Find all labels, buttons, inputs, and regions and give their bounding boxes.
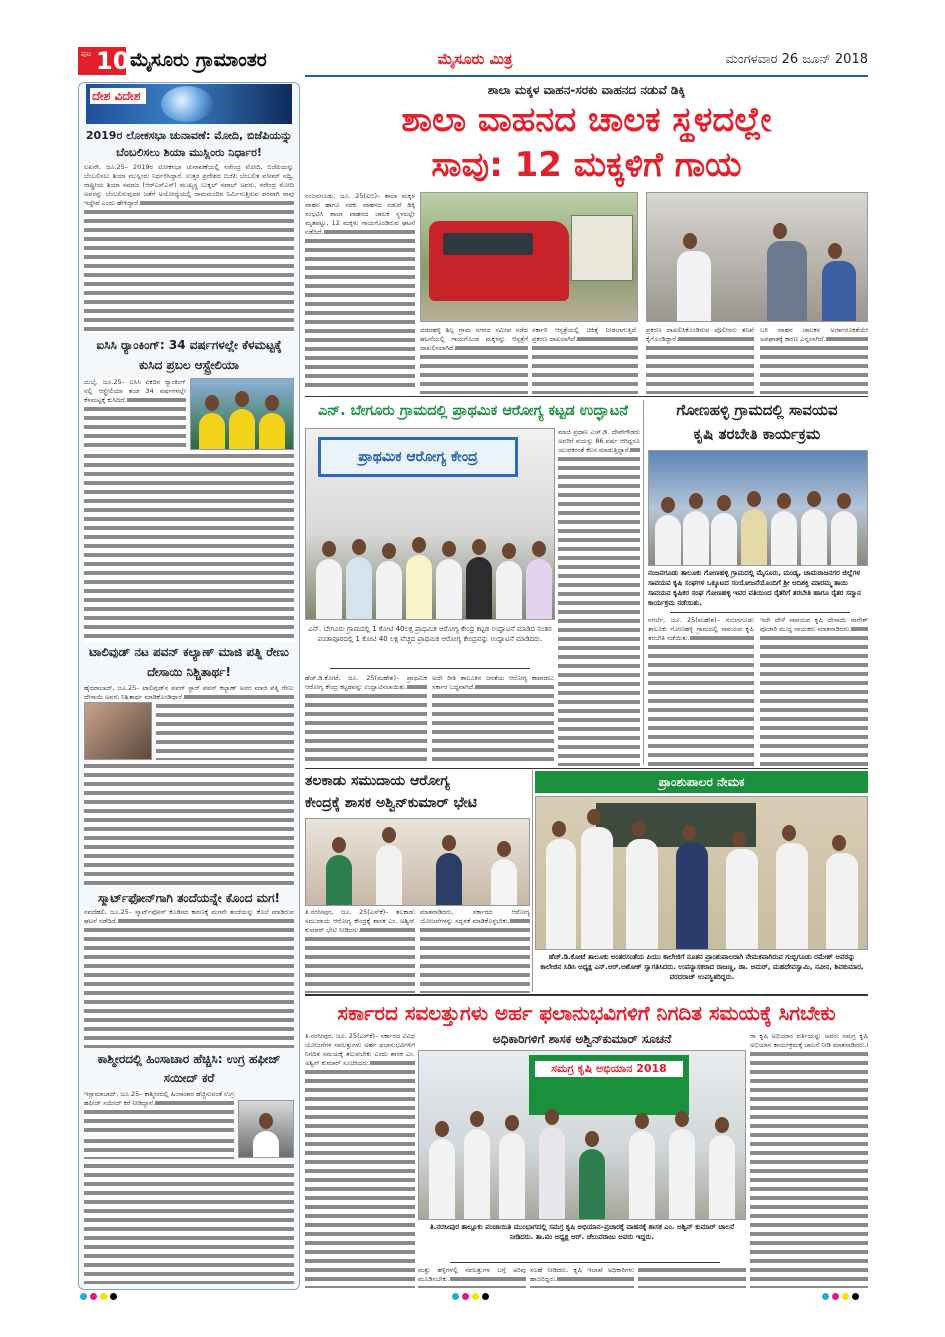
section-title: ಮೈಸೂರು ಗ್ರಾಮಾಂತರ xyxy=(130,49,267,71)
left-article-5-body: ಇಸ್ಲಾಮಾಬಾದ್, ಜೂ.25– ಕಾಶ್ಮೀರದಲ್ಲಿ ಹಿಂಸಾಚಾರ ಹೆಚ್ಚಿಸುವಂತೆ ಉಗ್ರ ಹಫೀಜ್ ಸಯೀದ್ ಕರೆ ನೀಡಿದ್ದಾನೆ. xyxy=(84,1090,234,1135)
lead-body-col3: ಸರ್ಕಾರಿ ಆಸ್ಪತ್ರೆಯಲ್ಲಿ ಚಿಕಿತ್ಸೆ ನೀಡಲಾಗುತ್ತಿದೆ. ಪ್ರಕರಣ ದಾಖಲಾಗಿದೆ. xyxy=(532,326,638,394)
talakadu-headline-line2: ಕೇಂದ್ರಕ್ಕೆ ಶಾಸಕ ಅಶ್ವಿನ್‌ಕುಮಾರ್ ಭೇಟಿ xyxy=(305,795,477,811)
lead-headline-line1: ಶಾಲಾ ವಾಹನದ ಚಾಲಕ ಸ್ಥಳದಲ್ಲೇ xyxy=(401,100,772,140)
divider xyxy=(305,396,868,397)
bottom-body-col3: ಸಲಹೆ ನೀಡಿದರು. ಕೃಷಿ ಇಲಾಖೆ ಅಧಿಕಾರಿಗಳು ಹಾಜರಿದ್ದರು. xyxy=(530,1266,634,1288)
bottom-body-col2: ಮತ್ತು ಹಳ್ಳಿಗಳಲ್ಲಿ ಸವಲತ್ತುಗಳ ಬಗ್ಗೆ ಅರಿವು ಮೂಡಿಸಬೇಕು. xyxy=(418,1266,526,1288)
lead-body-col5: ಬಳಿ ವಾಹನ ಚಾಲಕನ ಅಜಾಗರೂಕತೆಯೇ ಅಪಘಾತಕ್ಕೆ ಕಾರಣ ಎನ್ನಲಾಗಿದೆ. xyxy=(760,326,868,394)
badge-label: ದೇಶ ವಿದೇಶ xyxy=(90,88,146,104)
divider xyxy=(305,994,868,996)
principal-photo xyxy=(535,796,868,950)
page-number-box xyxy=(78,47,130,75)
lead-headline-line2: ಸಾವು: 12 ಮಕ್ಕಳಿಗೆ ಗಾಯ xyxy=(431,145,742,185)
renu-desai-photo xyxy=(84,702,152,760)
gonahalli-photo xyxy=(648,450,868,566)
lead-body-col1: ನಂಜನಗೂಡು, ಜೂ. 25(ಐಬಿ)– ಶಾಲಾ ಮಕ್ಕಳ ವಾಹನ ಹಾಗೂ ಸರಕು ವಾಹನದ ನಡುವೆ ಡಿಕ್ಕಿ ಸಂಭವಿಸಿ ಶಾಲಾ ವಾಹನದ ಚಾಲಕ ಸ್ಥಳದಲ್ಲೇ ಮೃತಪಟ್ಟು, 12 ಮಕ್ಕಳು ಗಾಯಗೊಂಡಿರುವ ಘಟನೆ ನಡೆದಿದೆ. xyxy=(305,192,415,392)
desh-videsh-badge xyxy=(86,84,292,124)
bottom-body-col1: ತಿ.ನರಸೀಪುರ, ಜೂ. 25(ಎಸ್‌ಕೆ)– ಸರ್ಕಾರದ ವಿವಿಧ ಯೋಜನೆಗಳ ಸವಲತ್ತುಗಳು ಅರ್ಹ ಫಲಾನುಭವಿಗಳಿಗೆ ನಿಗದಿತ ಸಮಯಕ್ಕೆ ತಲುಪಬೇಕು ಎಂದು ಶಾಸಕ ಎಂ. ಅಶ್ವಿನ್ ಕುಮಾರ್ ಸೂಚಿಸಿದರು. xyxy=(305,1032,415,1288)
krishi-caption: ತಿ.ನರಸೀಪುರ ತಾಲ್ಲೂಕು ಪಂಚಾಯಿತಿ ಮುಂಭಾಗದಲ್ಲಿ ಸಮಗ್ರ ಕೃಷಿ ಅಭಿಯಾನ–ಪ್ರಚಾರಕ್ಕೆ ವಾಹನಕ್ಕೆ ಶಾಸಕ ಎಂ. ಅಶ್ವಿನ್ ಕುಮಾರ್ ಚಾಲನೆ ನೀಡಿದರು. ತಾ.ಪಂ ಅಧ್ಯಕ್ಷ ಆರ್. ಚೆಲುವರಾಜು ಅವರು ಇದ್ದರು. xyxy=(429,1223,735,1241)
health-caption: ಎನ್. ಬೇಗೂರು ಗ್ರಾಮದಲ್ಲಿ 1 ಕೋಟಿ 40ಲಕ್ಷ ಪ್ರಾಥಮಿಕ ಆರೋಗ್ಯ ಕೇಂದ್ರ ಕಟ್ಟಡ ಉದ್ಘಾಟನೆ ಮಾಡಿದ ನಂತರ ಪಂಡಾಪೂರದಲ್ಲಿ 1 ಕೋಟಿ 40 ಲಕ್ಷ ವೆಚ್ಚದ ಪ್ರಾಥಮಿಕ ಆರೋಗ್ಯ ಕೇಂದ್ರವನ್ನು ಉದ್ಘಾಟನೆ ಮಾಡಿದರು. xyxy=(308,625,552,643)
column-divider xyxy=(532,770,533,992)
divider xyxy=(305,768,868,769)
health-body-col2: ಹೆಚ್.ಡಿ.ಕೋಟೆ, ಜೂ. 25(ಮಹೇಶ)– ಪ್ರಾಥಮಿಕ ಆರೋಗ್ಯ ಕೇಂದ್ರ ಕಟ್ಟಡವನ್ನು ಉದ್ಘಾಟಿಸಲಾಯಿತು. xyxy=(305,674,427,766)
gonahalli-body-col2: ಇದೇ ವೇಳೆ ಸಾವಯವ ಕೃಷಿ ದೇಸಾಯಿ ನಾಗೇಶ್ ಪೂಜಾರಿ ಮುದ್ದ ನಾಯಕರು ಮಾತನಾಡಿದರು. xyxy=(760,616,868,766)
principal-caption: ಹೆಚ್.ಡಿ.ಕೋಟೆ ತಾಲೂಕು ಅಂತರಸಂತೆಯ ಪಿಯು ಕಾಲೇಜಿಗೆ ನೂತನ ಪ್ರಾಂಶುಪಾಲರಾಗಿ ನೇಮಕವಾಗಿರುವ ಗುಬ್ಬಿಗೂಡು ರಮೇಶ್ ಅವರನ್ನು ಕಾಲೇಜಿನ ಸಿಡಿಸಿ ಅಧ್ಯಕ್ಷ ಎನ್.ಆರ್.ಅಶೋಕ್ ಸ್ವಾಗತಿಸಿದರು. ಉಪನ್ಯಾಸಕರಾದ ರಾಜಣ್ಣ, ಡಾ. ಅಮರ್, ಮಹದೇವಸ್ವಾಮಿ, ನವೀನ, ಶಿವಕುಮಾರ, ವರದರಾಜ್ ಉಪಸ್ಥಿತರಿದ್ದರು. xyxy=(540,953,864,981)
color-registration-left xyxy=(80,1293,117,1300)
principal-banner: ಪ್ರಾಂಶುಪಾಲರ ನೇಮಕ xyxy=(535,771,868,793)
hafiz-saeed-photo xyxy=(238,1100,294,1158)
health-centre-photo xyxy=(305,428,555,620)
page-number: 10 xyxy=(96,47,130,75)
injured-children-photo xyxy=(646,192,868,322)
lead-kicker: ಶಾಲಾ ಮಕ್ಕಳ ವಾಹನ-ಸರಕು ವಾಹನದ ನಡುವೆ ಡಿಕ್ಕಿ xyxy=(487,83,686,97)
color-registration-center xyxy=(452,1293,489,1300)
left-article-2-title: ಐಸಿಸಿ ರ್‍ಯಾಂಕಿಂಗ್: 34 ವರ್ಷಗಳಲ್ಲೇ ಕೆಳಮಟ್ಟಕ್ಕೆ ಕುಸಿದ ಪ್ರಬಲ ಆಸ್ಟ್ರೇಲಿಯಾ xyxy=(96,338,282,372)
color-registration-right xyxy=(822,1293,859,1300)
left-article-3-body: ಹೈದರಾಬಾದ್, ಜೂ.25– ಟಾಲಿವುಡ್‌ನ ಪವರ್ ಸ್ಟಾರ್ ಪವನ್ ಕಲ್ಯಾಣ್ ಅವರ ಮಾಜಿ ಪತ್ನಿ ರೇಣು ದೇಸಾಯಿ ಅವರು ನಿಶ್ಚಿತಾರ್ಥ ಮಾಡಿಕೊಂಡಿದ್ದಾರೆ. xyxy=(84,684,294,700)
bottom-subheadline: ಅಧಿಕಾರಿಗಳಿಗೆ ಶಾಸಕ ಅಶ್ವಿನ್‌ಕುಮಾರ್ ಸೂಚನೆ xyxy=(492,1032,672,1046)
gonahalli-headline-line2: ಕೃಷಿ ತರಬೇತಿ ಕಾರ್ಯಕ್ರಮ xyxy=(693,425,821,443)
left-article-5-body-cont2 xyxy=(84,1162,294,1284)
left-article-2-body-cont xyxy=(84,452,294,642)
date: ಮಂಗಳವಾರ 26 ಜೂನ್ 2018 xyxy=(725,52,868,67)
abhiyana-banner xyxy=(529,1055,689,1115)
left-article-3-body-cont2 xyxy=(84,762,294,887)
masthead: ಮೈಸೂರು ಮಿತ್ರ xyxy=(437,50,513,68)
left-article-3-body-cont xyxy=(156,702,294,760)
column-divider xyxy=(643,400,644,765)
left-article-3-title: ಟಾಲಿವುಡ್ ನಟ ಪವನ್ ಕಲ್ಯಾಣ್ ಮಾಜಿ ಪತ್ನಿ ರೇಣು ದೇಸಾಯಿ ನಿಶ್ಚಿತಾರ್ಥ! xyxy=(89,645,289,679)
talakadu-body-col1: ತಿ.ನರಸೀಪುರ, ಜೂ. 25(ಎಸ್‌ಕೆ)– ತಲಕಾಡು ಸಮುದಾಯ ಆರೋಗ್ಯ ಕೇಂದ್ರಕ್ಕೆ ಶಾಸಕ ಎಂ. ಅಶ್ವಿನ್ ಕುಮಾರ್ ಭೇಟಿ ನೀಡಿದರು. xyxy=(305,908,415,993)
lead-body-col2: ದಡದಹಳ್ಳಿ ಶಿಲ್ಪ ಗ್ರಾಮ ನಗರದ ಸಮೀಪ ನಡೆದ ಘಟನೆಯಲ್ಲಿ ಗಾಯಗೊಂಡ ಮಕ್ಕಳನ್ನು ಆಸ್ಪತ್ರೆಗೆ ದಾಖಲಿಸಲಾಗಿದೆ. xyxy=(420,326,528,394)
bottom-body-col3b xyxy=(638,1266,746,1288)
left-article-2-body: ದುಬೈ, ಜೂ.25– ಐಸಿಸಿ ಏಕದಿನ ರ್‍ಯಾಂಕಿಂಗ್ ನಲ್ಲಿ ಆಸ್ಟ್ರೇಲಿಯಾ ತಂಡ 34 ವರ್ಷಗಳಲ್ಲೇ ಕೆಳಮಟ್ಟಕ್ಕೆ ಕುಸಿದಿದೆ. xyxy=(84,378,186,450)
divider xyxy=(450,1262,720,1263)
divider xyxy=(330,668,530,669)
left-article-5-title: ಕಾಶ್ಮೀರದಲ್ಲಿ ಹಿಂಸಾಚಾರ ಹೆಚ್ಚಿಸಿ: ಉಗ್ರ ಹಫೀಜ್ ಸಯೀದ್ ಕರೆ xyxy=(97,1052,281,1085)
globe-icon xyxy=(161,86,213,122)
bottom-headline: ಸರ್ಕಾರದ ಸವಲತ್ತುಗಳು ಅರ್ಹ ಫಲಾನುಭವಿಗಳಿಗೆ ನಿಗದಿತ ಸಮಯಕ್ಕೆ ಸಿಗಬೇಕು xyxy=(337,1001,836,1025)
left-article-1-title: 2019ರ ಲೋಕಸಭಾ ಚುನಾವಣೆ: ಮೋದಿ, ಬಿಜೆಪಿಯನ್ನು ಬೆಂಬಲಿಸಲು ಶಿಯಾ ಮುಸ್ಲಿಂರು ನಿರ್ಧಾರ! xyxy=(85,129,293,159)
truck xyxy=(571,215,633,281)
divider xyxy=(670,612,850,613)
lead-body-col4: ಪ್ರಕರಣ ದಾಖಲಿಸಿಕೊಂಡಿರುವ ಪೊಲೀಸರು ತನಿಖೆ ಕೈಗೊಂಡಿದ್ದಾರೆ. xyxy=(646,326,754,394)
talakadu-body-col2: ಮಾತನಾಡಿದರು, ಸರ್ಕಾರದ ಆರೋಗ್ಯ ಯೋಜನೆಗಳನ್ನು ಸದ್ಬಳಕೆ ಮಾಡಿಕೊಳ್ಳಬೇಕು. xyxy=(420,908,530,993)
health-body-col1: ಮಾಜಿ ಪ್ರಧಾನಿ ಎಚ್.ಡಿ. ದೇವೇಗೌಡರು ಅವರಿಗೆ ವಯಸ್ಸು 86 ವರ್ಷ ಆಗಿದ್ದರೂ ಯುವಕರಂತೆ ಕೆಲಸ ಮಾಡುತ್ತಿದ್ದಾರೆ. xyxy=(558,428,640,766)
abhiyana-banner-text: ಸಮಗ್ರ ಕೃಷಿ ಅಭಿಯಾನ 2018 xyxy=(535,1061,683,1077)
krishi-abhiyana-photo xyxy=(418,1050,746,1220)
gonahalli-body-col1: ನಗರ್ಲೆ, ಜೂ. 25(ಮಹೇಶ)– ನಂಜನಗೂಡು ತಾಲೂಕು ಗೋಣಹಳ್ಳಿ ಗ್ರಾಮದಲ್ಲಿ ಸಾವಯವ ಕೃಷಿ ತರಬೇತಿ ನಡೆಯಿತು. xyxy=(648,616,754,766)
bottom-body-col4: ರಾ ಕೃಷಿ ಅಭಿಯಾನ ವರ್ತಿಯನ್ನು ಅವರು ಸಮಗ್ರ ಕೃಷಿ ಅಭಿಯಾನ ಕಾರ್ಯಕ್ರಮಕ್ಕೆ ಚಾಲನೆ ನೀಡಿ ಮಾತನಾಡಿದರು. xyxy=(750,1032,868,1288)
left-article-1-body: ಲಖನೌ, ಜೂ.25– 2019ರ ಲೋಕಸಭಾ ಚುನಾವಣೆಯಲ್ಲಿ ನರೇಂದ್ರ ಮೋದಿ, ಬಿಜೆಪಿಯನ್ನು ಬೆಂಬಲಿಸಲು ಶಿಯಾ ಮುಸ್ಲಿಂರು ನಿರ್ಧರಿಸಿದ್ದಾರೆ. ಉತ್ತರ ಪ್ರದೇಶದ ಬಿಜೆಪಿ ಬೆಂಬಲಿತ ವಸೀಮ್ ನದ್ವಿ, ರಾಷ್ಟ್ರೀಯ ಶಿಯಾ ಸಮಾಜ (ಆರ್‌ಎಸ್‌ಎಸ್) ಮುಖ್ಯಸ್ಥ ಬುಕ್ಕಲ್ ನವಾಬ್ ಅವರು, ನರೇಂದ್ರ ಮೋದಿ ಅವರನ್ನು ಬೆಂಬಲಿಸುವುದರ ಜತೆಗೆ ಅಯೋಧ್ಯೆಯಲ್ಲಿ ರಾಮಮಂದಿರ ನಿರ್ಮಿಸುತ್ತಿರುವ ಪರವಾಗಿ ನಾವು ಇದ್ದೇವೆ ಎಂದು ಹೇಳಿದ್ದಾರೆ. xyxy=(84,163,294,333)
left-article-4-title: ಸ್ಮಾರ್ಟ್‌ಫೋನ್‌ಗಾಗಿ ತಂದೆಯನ್ನೇ ಕೊಂದ ಮಗ! xyxy=(97,891,281,905)
page-prefix: ಪುಟ xyxy=(81,50,92,58)
gonahalli-headline-line1: ಗೋಣಹಳ್ಳಿ ಗ್ರಾಮದಲ್ಲಿ ಸಾವಯವ xyxy=(676,401,838,419)
australia-team-photo xyxy=(190,378,294,450)
health-headline: ಎನ್. ಬೇಗೂರು ಗ್ರಾಮದಲ್ಲಿ ಪ್ರಾಥಮಿಕ ಆರೋಗ್ಯ ಕಟ್ಟಡ ಉದ್ಘಾಟನೆ xyxy=(318,403,628,419)
gonahalli-caption: ನಂಜನಗೂಡು ತಾಲೂಕು ಗೋಣಹಳ್ಳಿ ಗ್ರಾಮದಲ್ಲಿ ಮೈಸೂರು, ಮಂಡ್ಯ, ಚಾಮರಾಜನಗರ ಜಿಲ್ಲೆಗಳ ಸಾವಯವ ಕೃಷಿ ಸಂಘಗಳ ಒಕ್ಕೂಟದ ಸಂಯೋಜನೆಯೊಂದಿಗೆ ಶ್ರೀ ಆದಿಶಕ್ತಿ ಮಾರಮ್ಮ ತಾಯಿ ಸಾವಯವ ಕೃಷಿಕರ ಸಂಘ ಗೋಣಹಳ್ಳಿ ಇವರ ವತಿಯಿಂದ ರೈತರಿಗೆ ತರಬೇತಿ ಹಾಗೂ ರೈತರ ಸನ್ಮಾನ ಕಾರ್ಯಕ್ರಮ ನಡೆಯಿತು. xyxy=(648,569,861,607)
accident-van-photo xyxy=(420,192,638,322)
left-article-5-body-cont xyxy=(84,1137,234,1159)
header-rule xyxy=(305,75,868,77)
health-body-col3: ಅದೇ ರೀತಿ ತಾಲೂಕಿನ ಜನತೆಯ ಆರೋಗ್ಯ ಕಾಪಾಡಲು ಸರ್ಕಾರ ಬದ್ಧವಾಗಿದೆ. xyxy=(432,674,554,766)
talakadu-photo xyxy=(305,818,530,906)
health-centre-sign: ಪ್ರಾಥಮಿಕ ಆರೋಗ್ಯ ಕೇಂದ್ರ xyxy=(318,437,518,477)
left-article-4-body: ನವದೆಹಲಿ, ಜೂ.25– ಸ್ಮಾರ್ಟ್‌ಫೋನ್ ಕೊಡಿಸದ ಕಾರಣಕ್ಕೆ ಮಗನೇ ತಂದೆಯನ್ನು ಕೊಲೆ ಮಾಡಿರುವ ಘಟನೆ ನಡೆದಿದೆ. xyxy=(84,908,294,1048)
talakadu-headline-line1: ತಲಕಾಡು ಸಮುದಾಯ ಆರೋಗ್ಯ xyxy=(305,773,450,789)
